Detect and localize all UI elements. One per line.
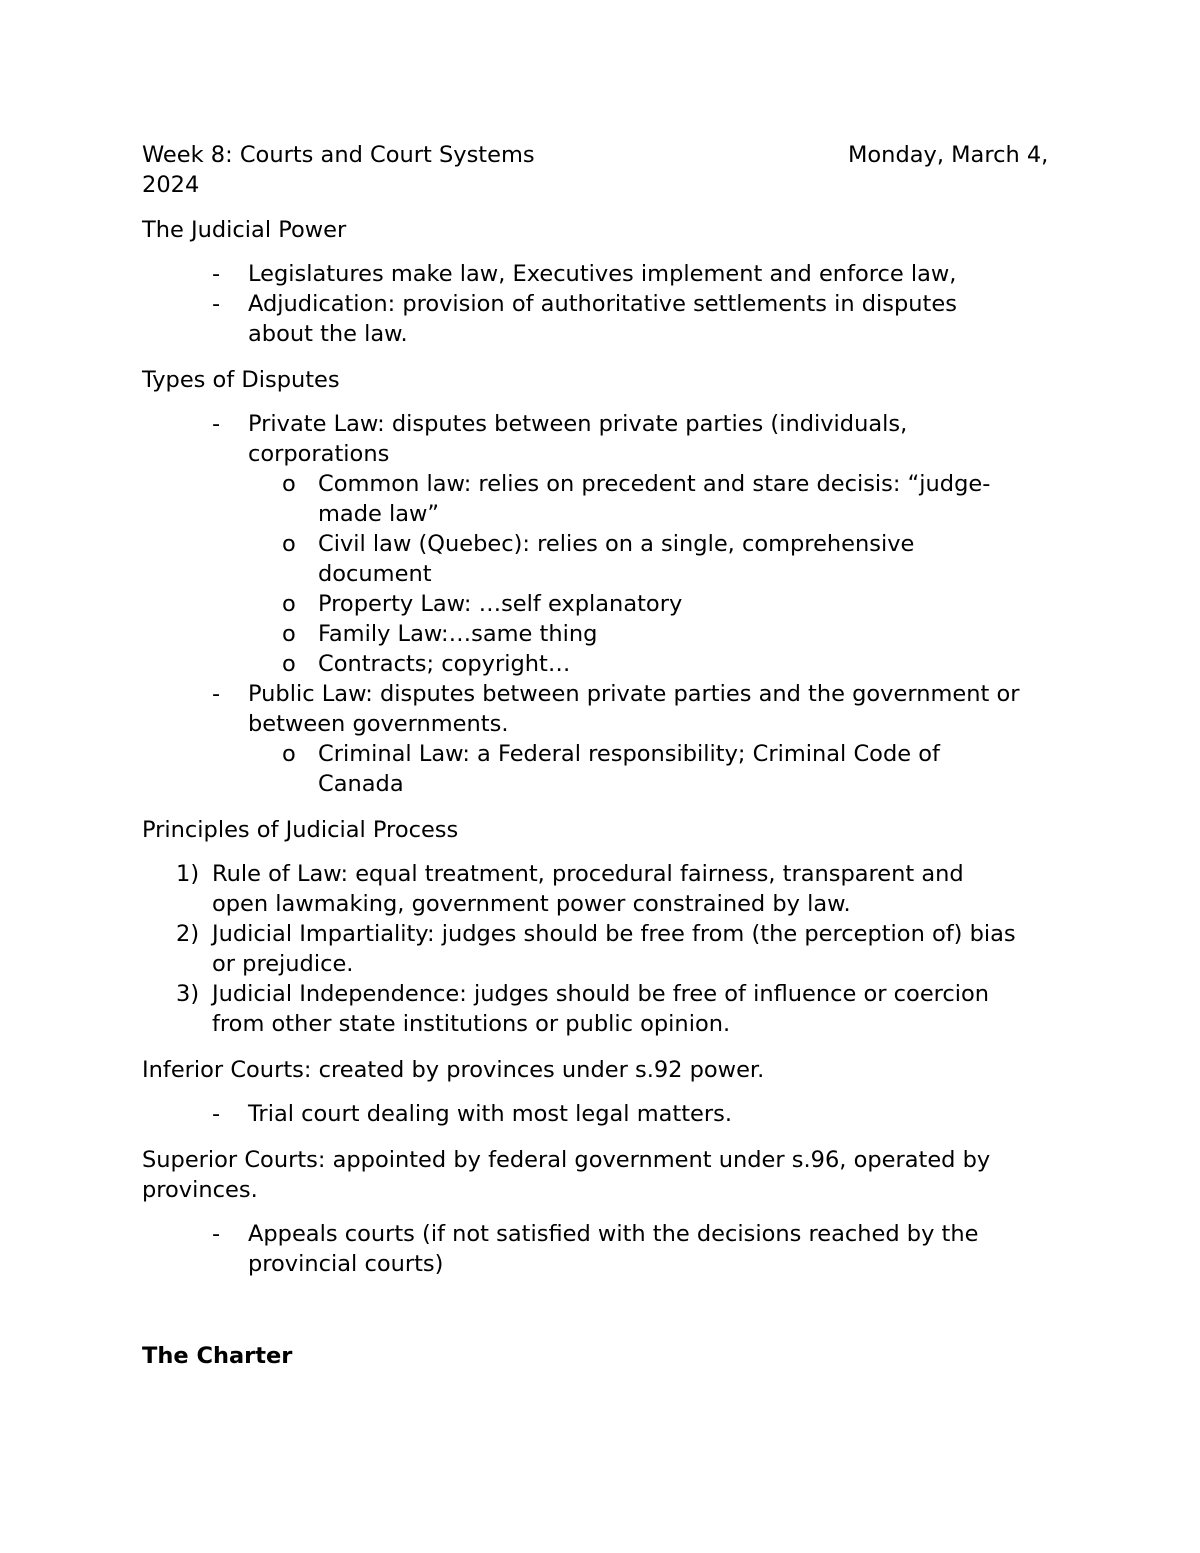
- list-item: [142, 1099, 1062, 1129]
- list-item-text: about the law.: [248, 321, 408, 347]
- list-item: [142, 259, 1062, 289]
- list-number: 3): [176, 981, 200, 1007]
- document-date-year: 2024: [142, 172, 200, 198]
- sub-list-item: [142, 469, 1062, 529]
- list-number: 2): [176, 921, 200, 947]
- sub-list-item-text: Canada: [318, 771, 404, 797]
- bullet-circle: o: [282, 651, 296, 677]
- sub-list-item: [142, 589, 1062, 619]
- bullet-dash: -: [212, 411, 221, 437]
- types-of-disputes-list: [142, 409, 1062, 799]
- document-page: [142, 140, 1062, 1371]
- list-item: [142, 1219, 1062, 1279]
- section-heading-types-of-disputes: Types of Disputes: [142, 367, 340, 393]
- bullet-dash: -: [212, 1221, 221, 1247]
- list-item-text: Private Law: disputes between private parties (individuals,: [248, 411, 908, 437]
- bullet-circle: o: [282, 591, 296, 617]
- document-title: Week 8: Courts and Court Systems: [142, 142, 535, 168]
- sub-list-item: [142, 619, 1062, 649]
- list-item-text: Trial court dealing with most legal matters.: [248, 1101, 733, 1127]
- list-item-text: between governments.: [248, 711, 509, 737]
- sub-list-item-text: Contracts; copyright…: [318, 651, 571, 677]
- list-item-text: corporations: [248, 441, 390, 467]
- sub-list-item-text: Criminal Law: a Federal responsibility; Criminal Code of: [318, 741, 940, 767]
- list-item-text: Appeals courts (if not satisfied with the decisions reached by the: [248, 1221, 979, 1247]
- list-item-text: Adjudication: provision of authoritative settlements in disputes: [248, 291, 957, 317]
- sub-list-item-text: document: [318, 561, 432, 587]
- numbered-item-text: open lawmaking, government power constrained by law.: [212, 891, 851, 917]
- bullet-dash: -: [212, 1101, 221, 1127]
- numbered-item-text: Rule of Law: equal treatment, procedural fairness, transparent and: [212, 861, 964, 887]
- list-item-public-law: [142, 679, 1062, 739]
- judicial-power-list: [142, 259, 1062, 349]
- superior-courts-list: [142, 1219, 1062, 1279]
- heading-text: Superior Courts: appointed by federal government under s.96, operated by: [142, 1147, 991, 1173]
- bullet-dash: -: [212, 291, 221, 317]
- heading-text: provinces.: [142, 1177, 258, 1203]
- list-item: [142, 289, 1062, 349]
- sub-list-item-text: made law”: [318, 501, 440, 527]
- sub-list-item-text: Civil law (Quebec): relies on a single, comprehensive: [318, 531, 915, 557]
- section-heading-the-charter: The Charter: [142, 1343, 293, 1369]
- bullet-circle: o: [282, 741, 296, 767]
- document-title-row: [142, 140, 1062, 170]
- list-item-private-law: [142, 409, 1062, 469]
- bullet-dash: -: [212, 681, 221, 707]
- section-heading-inferior-courts: Inferior Courts: created by provinces under s.92 power.: [142, 1057, 765, 1083]
- sub-list-item-text: Common law: relies on precedent and stare decisis: “judge-: [318, 471, 991, 497]
- section-heading-judicial-power: The Judicial Power: [142, 217, 347, 243]
- principles-list: [142, 859, 1062, 1039]
- numbered-list-item: [142, 979, 1062, 1039]
- numbered-item-text: Judicial Independence: judges should be free of influence or coercion: [212, 981, 990, 1007]
- list-item-text: provincial courts): [248, 1251, 444, 1277]
- bullet-circle: o: [282, 531, 296, 557]
- list-number: 1): [176, 861, 200, 887]
- bullet-circle: o: [282, 471, 296, 497]
- section-heading-principles: Principles of Judicial Process: [142, 817, 459, 843]
- sub-list-item-text: Property Law: …self explanatory: [318, 591, 683, 617]
- section-heading-superior-courts: [142, 1145, 1062, 1205]
- document-date: Monday, March 4,: [848, 142, 1049, 168]
- inferior-courts-list: [142, 1099, 1062, 1129]
- list-item-text: Legislatures make law, Executives implement and enforce law,: [248, 261, 957, 287]
- sub-list-item: [142, 649, 1062, 679]
- numbered-item-text: or prejudice.: [212, 951, 354, 977]
- sub-list-item: [142, 529, 1062, 589]
- sub-list-item-text: Family Law:…same thing: [318, 621, 598, 647]
- sub-list-item: [142, 739, 1062, 799]
- bullet-circle: o: [282, 621, 296, 647]
- numbered-item-text: Judicial Impartiality: judges should be free from (the perception of) bias: [212, 921, 1016, 947]
- bullet-dash: -: [212, 261, 221, 287]
- numbered-list-item: [142, 859, 1062, 919]
- numbered-list-item: [142, 919, 1062, 979]
- list-item-text: Public Law: disputes between private parties and the government or: [248, 681, 1020, 707]
- numbered-item-text: from other state institutions or public opinion.: [212, 1011, 731, 1037]
